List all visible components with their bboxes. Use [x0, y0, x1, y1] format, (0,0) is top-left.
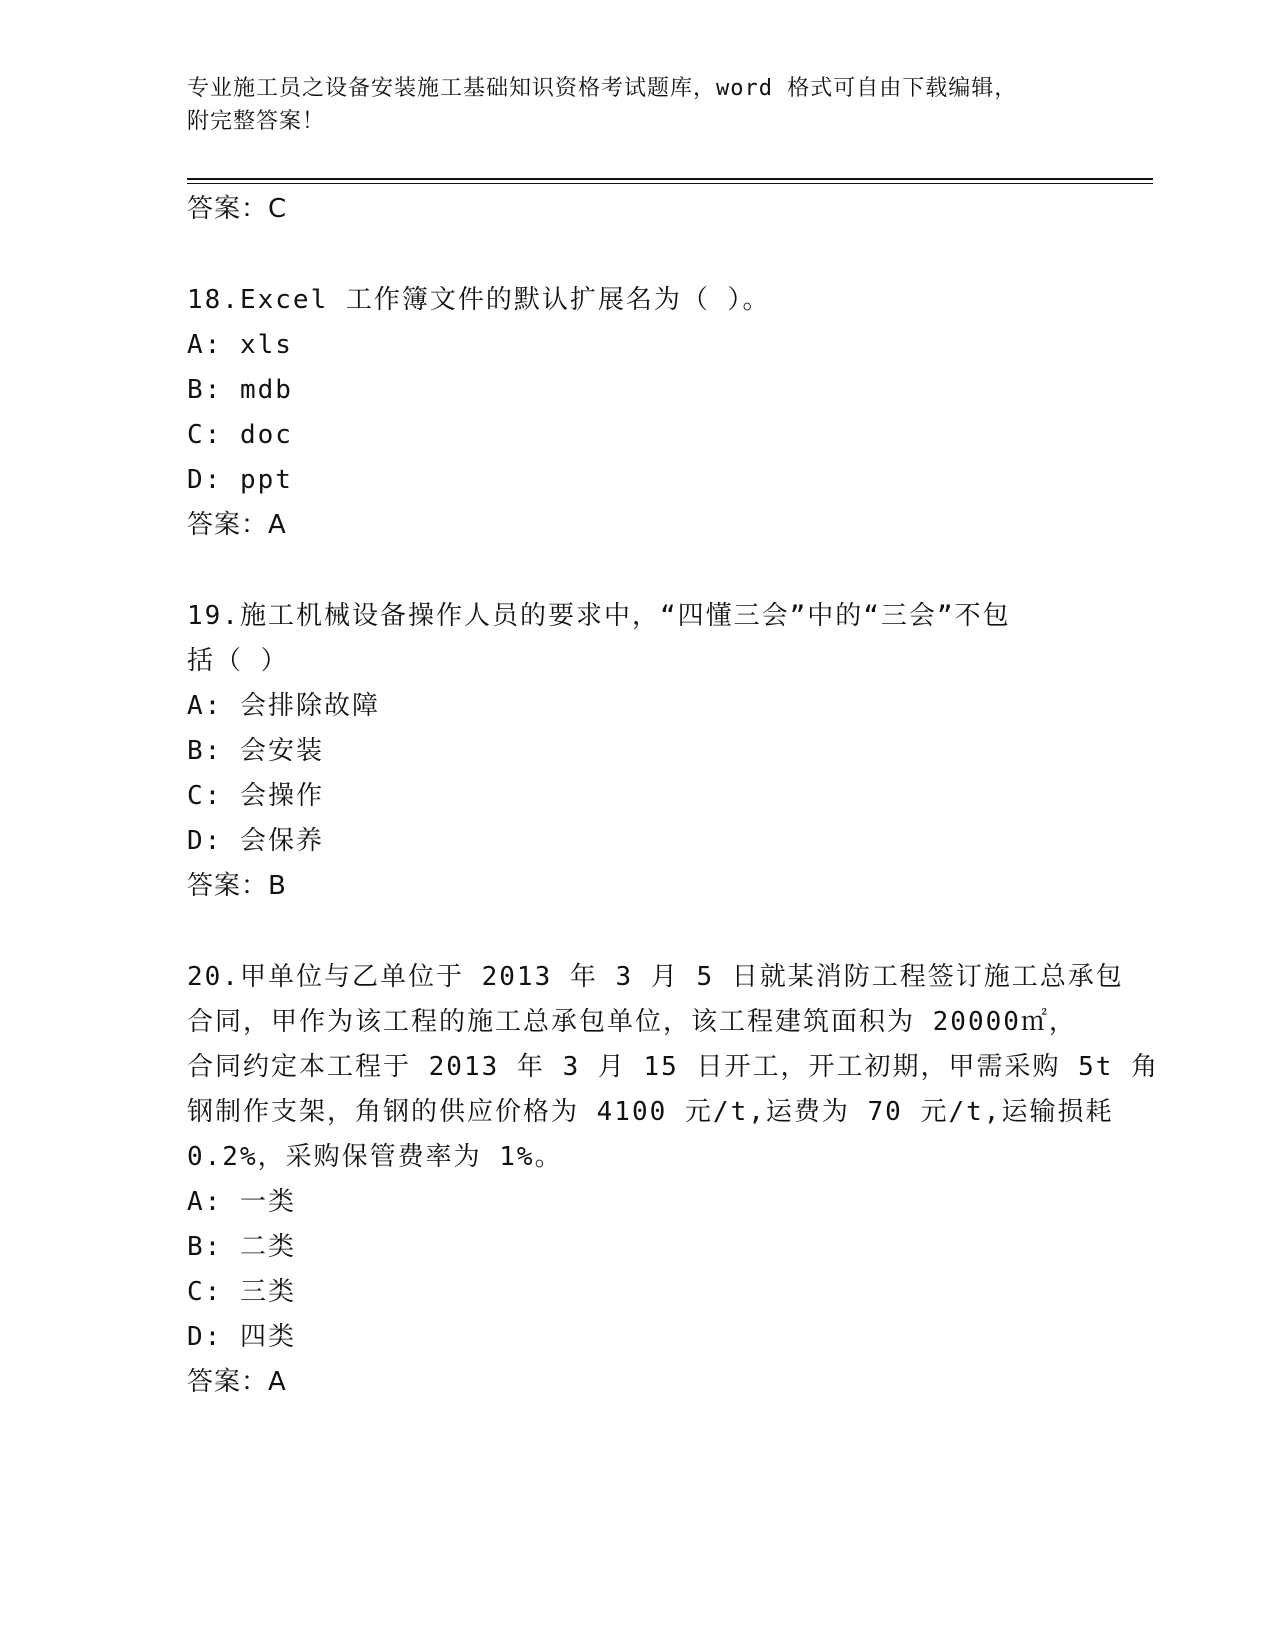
question-18-option-c: C: doc	[187, 420, 293, 450]
question-20-option-a: A: 一类	[187, 1187, 296, 1217]
question-19-option-b: B: 会安装	[187, 736, 324, 766]
question-19-option-d: D: 会保养	[187, 826, 324, 856]
question-18-answer: 答案：A	[187, 510, 287, 540]
question-20-stem-line-5: 0.2%，采购保管费率为 1%。	[187, 1142, 563, 1172]
question-18-option-d: D: ppt	[187, 465, 293, 495]
question-19-answer: 答案：B	[187, 871, 287, 901]
question-20-option-c: C: 三类	[187, 1277, 296, 1307]
header-divider-thin	[187, 183, 1153, 184]
question-20-answer: 答案：A	[187, 1367, 287, 1397]
question-18-option-b: B: mdb	[187, 375, 293, 405]
document-header	[187, 72, 1067, 138]
question-19-option-a: A: 会排除故障	[187, 691, 380, 721]
question-20-stem-line-2: 合同，甲作为该工程的施工总承包单位，该工程建筑面积为 20000㎡，	[187, 1007, 1077, 1037]
header-line-2: 附完整答案！	[187, 109, 326, 134]
question-20-stem-line-3: 合同约定本工程于 2013 年 3 月 15 日开工，开工初期，甲需采购 5t 角	[187, 1052, 1160, 1082]
question-20-stem-line-1: 20.甲单位与乙单位于 2013 年 3 月 5 日就某消防工程签订施工总承包	[187, 962, 1124, 992]
previous-answer: 答案：C	[187, 194, 288, 224]
question-19-stem-line-1: 19.施工机械设备操作人员的要求中，“四懂三会”中的“三会”不包	[187, 601, 1011, 631]
question-19-stem-line-2: 括（ ）	[187, 646, 289, 676]
question-18-stem-line-1: 18.Excel 工作簿文件的默认扩展名为（ ）。	[187, 285, 771, 315]
question-20-option-d: D: 四类	[187, 1322, 296, 1352]
question-20-option-b: B: 二类	[187, 1232, 296, 1262]
question-20-stem-line-4: 钢制作支架，角钢的供应价格为 4100 元/t,运费为 70 元/t,运输损耗	[187, 1097, 1114, 1127]
header-line-1: 专业施工员之设备安装施工基础知识资格考试题库，word 格式可自由下载编辑，	[187, 76, 1018, 101]
question-18-option-a: A: xls	[187, 330, 293, 360]
header-divider-thick	[187, 178, 1153, 180]
question-19-option-c: C: 会操作	[187, 781, 324, 811]
